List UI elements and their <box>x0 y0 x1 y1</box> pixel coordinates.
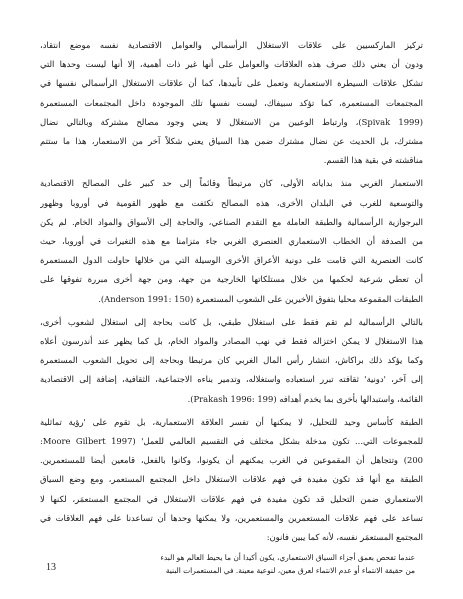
text-line: مناقشته في بقية هذا القسم. <box>323 155 423 166</box>
text-line: ودون أن يعني ذلك صرف هذه العلاقات والعوامل على أنها غير ذات أهمية، إلا أنها ليست وحدها التي <box>40 59 423 70</box>
page-number: 13 <box>46 562 56 573</box>
text-line: الاستعمار الغربي منذ بداياته الأولى، كان مرتبطاً وقائماً إلى حد كبير على المصالح الاقتصادية <box>40 178 423 189</box>
text-line: 200) وتتجاهل أن المقموعين في الغرب يمكنهم أن يكونوا، وكانوا بالفعل، قامعين أيضا للمستعمرين. <box>40 455 423 466</box>
text-line: إلى آخر، 'دونية' ثقافته تبرر استعباده واستغلاله، وتدمير بناءه الاجتماعية، الثقافية، إضافة إلى الاقتصادية <box>40 374 423 385</box>
text-line: الطبقة مع أنها قد تكون مفيدة في فهم علاقات الاستغلال داخل المجتمع المستعمر، ومع وضع السياق <box>40 474 423 485</box>
text-line: الاستعماري ضمن التحليل قد تكون مفيدة في فهم علاقات الاستغلال في المجتمع المستعمَر، لكنها لا <box>40 493 423 504</box>
text-line: القائمة، واستبدالها بأخرى بما يخدم أهدافه (Prakash 1996: 199). <box>187 393 423 404</box>
text-line: من الصدفة أن الخطاب الاستعماري العنصري الغربي جاء متزامنا مع هذه التغيرات في أوروبا، حيث <box>40 236 423 247</box>
text-line: الطبقة كأساس وحيد للتحليل، لا يمكنها أن تفسر العلاقة الاستعمارية، بل تقوم على 'رؤية تماثلية <box>40 416 423 427</box>
text-line: وكما يؤكد ذلك براكاش، انتشار رأس المال الغربي كان مرتبطا وبحاجة إلى تحويل الشعوب المستعمرة <box>40 355 423 366</box>
quote-line: عندما تفحص بعمق أجزاء السياق الاستعماري، يكون أكيدا أن ما يحيط العالم هو البدء <box>160 553 415 563</box>
document-body <box>40 36 423 581</box>
text-line: للمجموعات التي... تكون مدخلة بشكل مختلف في التقسيم العالمي للعمل' (Moore Gilbert 1997: <box>40 436 423 447</box>
text-line: (Spivak 1999)، وارتباط الوعيين من الاستغلال لا يعني وجود مصالح مشتركة وبالتالي نضال <box>40 116 423 127</box>
text-line: مشترك، بل الحديث عن نضال مشترك ضمن هذا السياق يعني شكلاً آخر من الاستعمار، هذا ما ستتم <box>40 136 423 147</box>
block-quote <box>40 551 423 577</box>
text-line: بالتالي الرأسمالية لم تقم فقط على استغلال طبقي، بل كانت بحاجة إلى استغلال لشعوب أخرى، <box>40 316 423 327</box>
text-line: تشكل علاقات السيطرة الاستعمارية وتعمل على تأبيدها، كما أن علاقات الاستغلال الرأسمالي نفسها في <box>40 78 423 89</box>
text-line: والتوسعية للغرب في البلدان الأخرى، هذه المصالح تكثفت مع ظهور القومية في أوروبا وظهور <box>40 197 423 208</box>
text-line: تساعد على فهم علاقات المستعمرين والمستعمرين، ولا يمكنها وحدها أن تساعدنا على فهم العلاقات في <box>40 512 423 523</box>
paragraph-3 <box>40 313 423 409</box>
paragraph-2 <box>40 174 423 308</box>
quote-line: من حقيقة الانتماء أو عدم الانتماء لعرق معين، لنوعية معينة. في المستعمرات البنية <box>165 566 415 576</box>
text-line: كانت العنصرية التي قامت على دونية الأعراق الأخرى الوسيلة التي من خلالها حاولت الدول المستعمرة <box>40 255 423 266</box>
text-line: الطبقات المقموعة محليا بتفوق الأخيرين على الشعوب المستعمرة (Anderson 1991: 150). <box>98 293 423 304</box>
text-line: تركيز الماركسيين على علاقات الاستغلال الرأسمالي والعوامل الاقتصادية نفسه موضع انتقاد، <box>40 40 423 50</box>
paragraph-4 <box>40 413 423 547</box>
text-line: المجتمع المستعمَر نفسه، لأنه كما يبين فانون: <box>266 532 423 543</box>
paragraph-1 <box>40 36 423 170</box>
text-line: أن تعطي شرعية لحكمها من خلال مستلكاتها الخارجية من جهة، ومن جهة أخرى مبررة تفوقها على <box>40 274 423 285</box>
text-line: هذا الاستغلال لا يمكن اختزاله فقط في نهب المصادر والمواد الخام، بل كما يظهر عند أندرسون أعلاه <box>40 336 423 347</box>
text-line: البرجوازية الرأسمالية والطبقة العاملة مع التقدم الصناعي، والحاجة إلى الأسواق والمواد الخام. لم يكن <box>40 216 423 227</box>
text-line: المجتمعات المستعمرة، كما تؤكد سبيفاك، ليست نفسها تلك الموجودة داخل المجتمعات المستعمرة <box>40 97 423 108</box>
